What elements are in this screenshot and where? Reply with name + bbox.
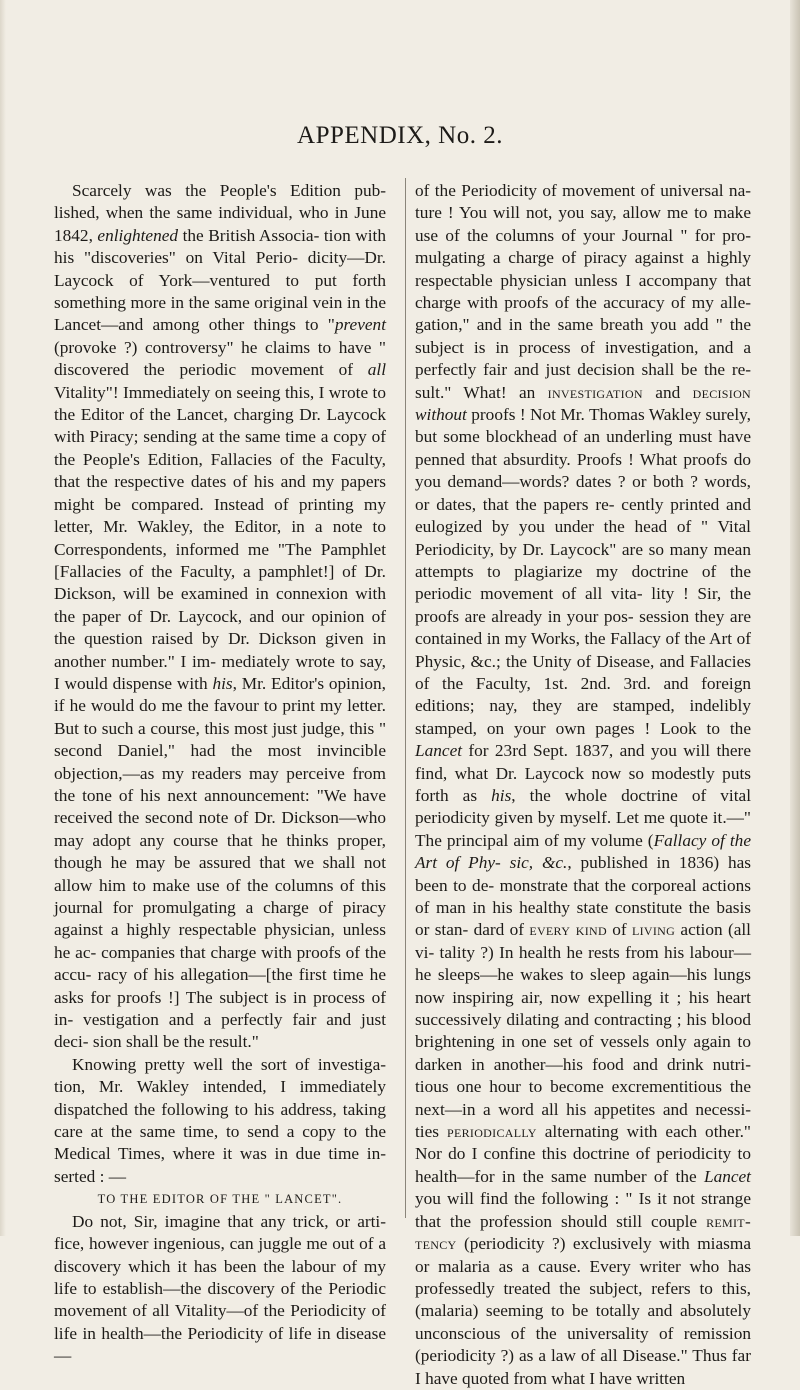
right-column	[415, 180, 751, 1390]
letter-heading: TO THE EDITOR OF THE " LANCET".	[97, 1192, 343, 1207]
page-left-edge	[0, 0, 6, 1236]
paragraph-3: Do not, Sir, imagine that any trick, or arti- fice, however ingenious, can juggle me out of a discovery which it has been the labour of my life to establish—the discovery of the Periodic movement of all Vitality—of the Periodicity of life in health—the Periodicity of life in disease—	[54, 1211, 386, 1366]
paragraph-2: Knowing pretty well the sort of investiga- tion, Mr. Wakley intended, I immediately dispatched the following to his address, taking care at the same time, to send a copy to the Medical Times, where it was in due time in- serted : —	[54, 1054, 386, 1186]
column-divider	[405, 178, 406, 1218]
paragraph-continued: of the Periodicity of movement of universal na- ture ! You will not, you say, allow me to make use of the columns of your Journal " for pro- mulgating a charge of piracy against a highly respectable physician unless I accompany that charge with proofs of the accuracy of my alle- gation," and in the same breath you add " the subject is in process of investigation, and a perfectly fair and just decision shall be the re- sult." What! an investigation and decision without proofs ! Not Mr. Thomas Wakley surely, but some blockhead of an underling must have penned that absurdity. Proofs ! What proofs do you demand—words? dates ? or both ? words, or dates, that the papers re- cently printed and eulogized by you under the head of " Vital Periodicity, by Dr. Laycock" are so many mean attempts to plagiarize my doctrine of the periodic movement of all vita- lity ! Sir, the proofs are already in your pos- session they are contained in my Works, the Fallacy of the Art of Physic, &c.; the Unity of Disease, and Fallacies of the Faculty, 1st. 2nd. 3rd. and foreign editions; nay, they are stamped, indelibly stamped, on your own pages ! Look to the Lancet for 23rd Sept. 1837, and you will there find, what Dr. Laycock now so modestly puts forth as his, the whole doctrine of vital periodicity given by myself. Let me quote it.—" The principal aim of my volume (Fallacy of the Art of Phy- sic, &c., published in 1836) has been to de- monstrate that the corporeal actions of man in his healthy state constitute the basis or stan- dard of every kind of living action (all vi- tality ?) In health he rests from his labour— he sleeps—he wakes to sleep again—his lungs now inspiring air, now expelling it ; his heart successively dilating and contracting ; his blood brightening in one set of vessels only again to darken in another—his food and drink nutri- tious one hour to become excrementitious the next—in a word all his appetites and necessi- ties periodically alternating with each other." Nor do I confine this doctrine of periodicity to health—for in the same number of the Lancet you will find the following : " Is it not strange that the profession should still couple remit- tency (periodicity ?) exclusively with miasma or malaria as a cause. Every writer who has professedly treated the subject, refers to this, (malaria) seeming to be totally and absolutely unconscious of the universality of remission (periodicity ?) as a law of all Disease." Thus far I have quoted from what I have written	[415, 181, 752, 1388]
paragraph-1: Scarcely was the People's Edition pub- lished, when the same individual, who in June 1842, enlightened the British Associa- tion with his "discoveries" on Vital Perio- dicity—Dr. Laycock of York—ventured to put forth something more in the same original vein in the Lancet—and among other things to "prevent (provoke ?) controversy" he claims to have " discovered the periodic movement of all Vitality"! Immediately on seeing this, I wrote to the Editor of the Lancet, charging Dr. Laycock with Piracy; sending at the same time a copy of the People's Edition, Fallacies of the Faculty, that the respective dates of his and my papers might be compared. Instead of printing my letter, Mr. Wakley, the Editor, in a note to Correspondents, informed me "The Pamphlet [Fallacies of the Faculty, a pamphlet!] of Dr. Dickson, will be examined in connexion with the paper of Dr. Laycock, and our opinion of the question raised by Dr. Dickson given in another number." I im- mediately wrote to say, I would dispense with his, Mr. Editor's opinion, if he would do me the favour to print my letter. But to such a course, this most just judge, this " second Daniel," had the most invincible objection,—as my readers may perceive from the tone of his next announcement: "We have received the second note of Dr. Dickson—who may adopt any course that he thinks proper, though he may be assured that we shall not allow him to make use of the columns of this journal for promulgating a charge of piracy against a highly respectable physician, unless he ac- companies that charge with proofs of the accu- racy of his allegation—[the first time he asks for proofs !] The subject is in process of in- vestigation and a perfectly fair and just deci- sion shall be the result."	[54, 181, 386, 1052]
page-right-edge	[790, 0, 800, 1236]
left-column	[54, 180, 386, 1368]
page-heading: APPENDIX, No. 2.	[297, 122, 503, 149]
